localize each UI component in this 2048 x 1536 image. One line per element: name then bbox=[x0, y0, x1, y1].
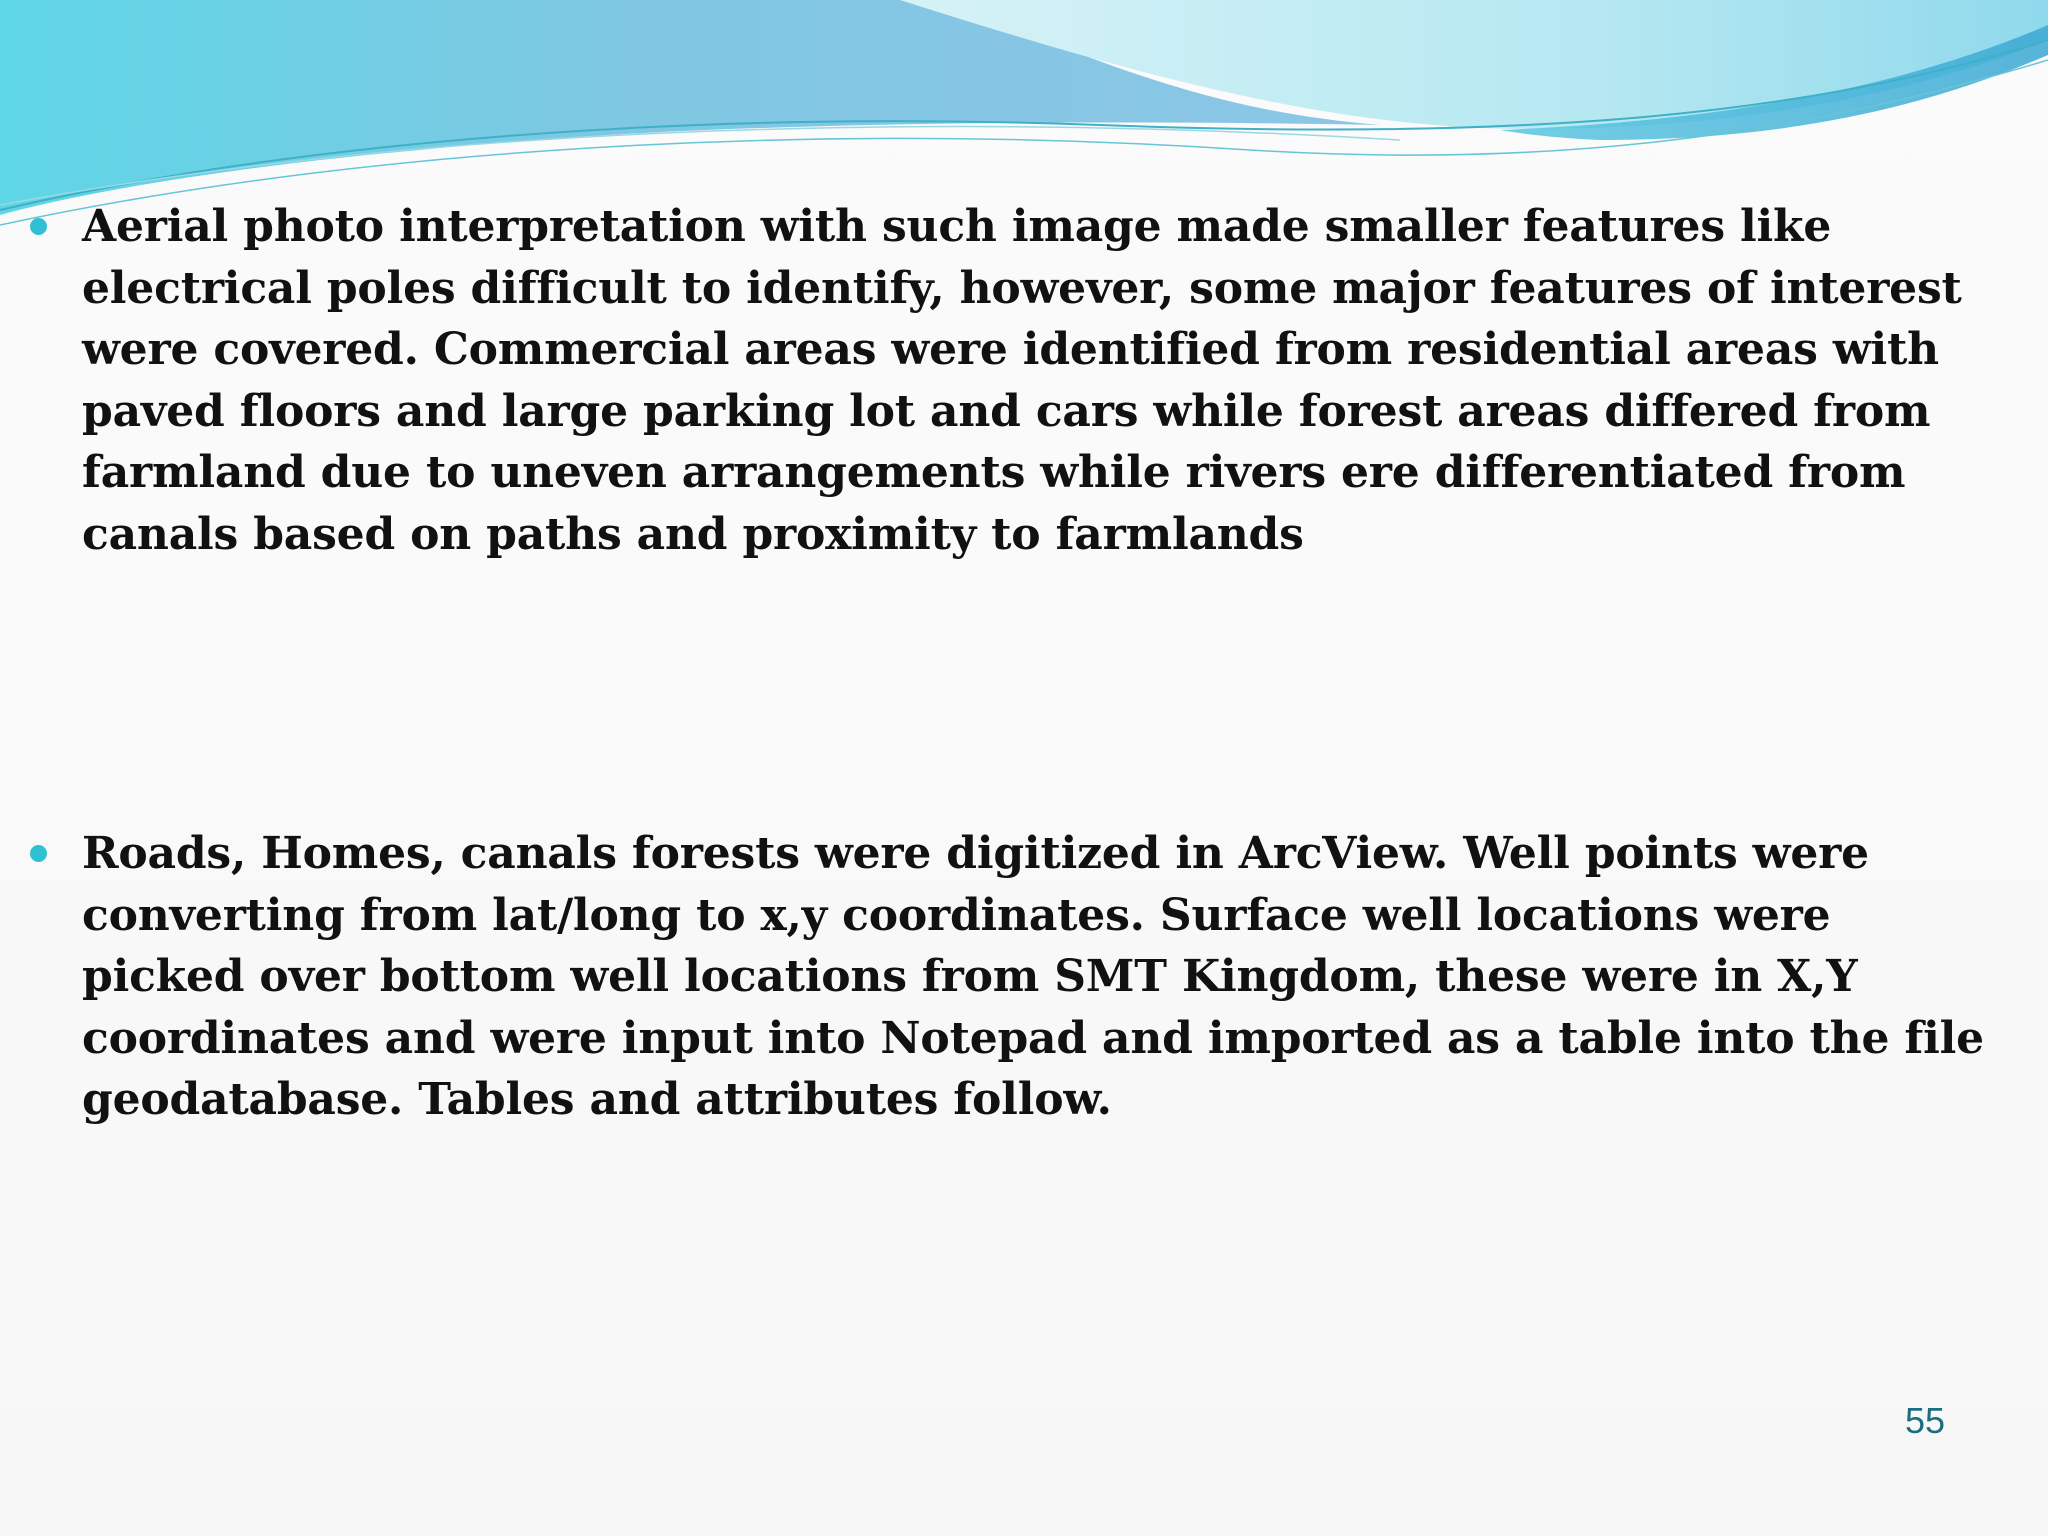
bullet-marker-icon bbox=[30, 845, 47, 862]
bullet-text: Aerial photo interpretation with such image made smaller features like electrical poles difficult to identify, however, some major features of interest were covered. Commercial areas were identified from residential areas with paved floors and large parking lot and cars while forest areas differed from farmland due to uneven arrangements while rivers ere differentiated from canals based on paths and proximity to farmlands bbox=[82, 201, 1962, 560]
bullet-marker-icon bbox=[30, 218, 47, 235]
page-number: 55 bbox=[1904, 1400, 1945, 1441]
bullet-item bbox=[30, 196, 1962, 565]
bullet-item bbox=[30, 823, 2002, 1131]
bullet-text: Roads, Homes, canals forests were digitized in ArcView. Well points were converting from lat/long to x,y coordinates. Surface well locations were picked over bottom well locations from SMT Kingdom, these were in X,Y coordinates and were input into Notepad and imported as a table into the file geodatabase. Tables and attributes follow. bbox=[82, 828, 1984, 1125]
bullet-list bbox=[30, 196, 1984, 1131]
